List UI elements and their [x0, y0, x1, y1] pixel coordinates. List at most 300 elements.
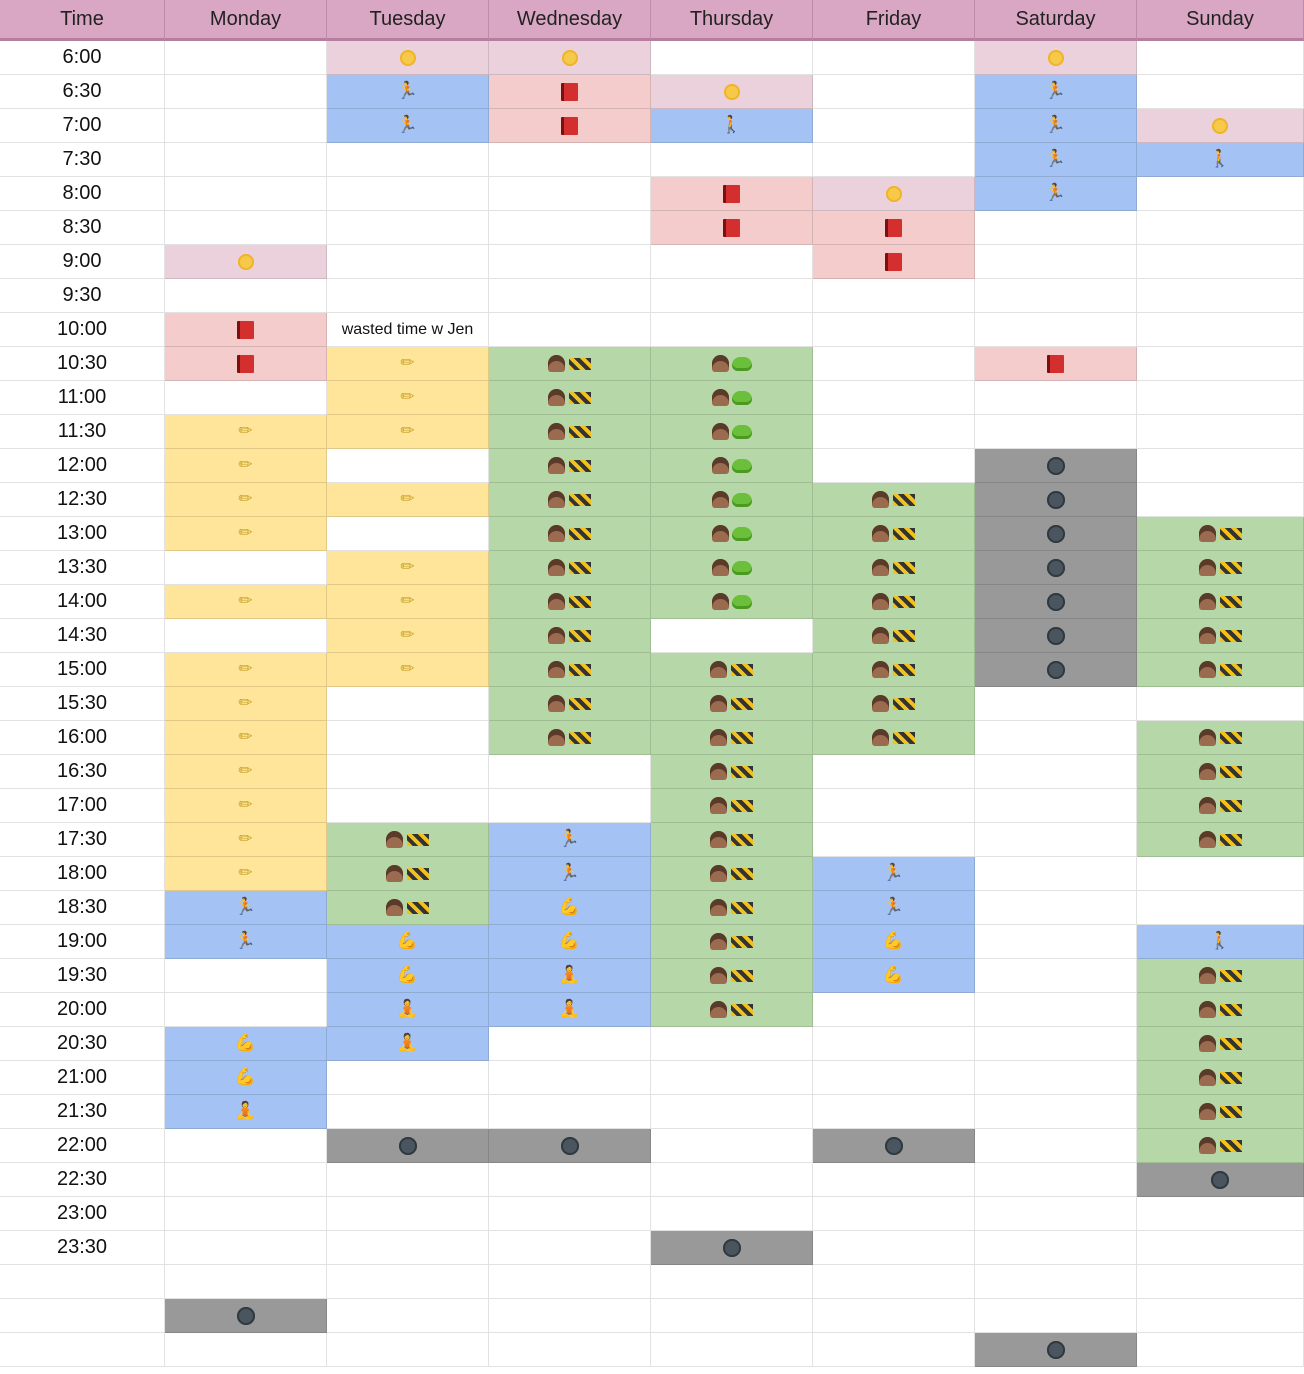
schedule-cell[interactable] [651, 1197, 813, 1231]
schedule-cell[interactable] [975, 755, 1137, 789]
time-cell[interactable]: 23:00 [0, 1197, 165, 1231]
time-cell[interactable]: 6:30 [0, 75, 165, 109]
schedule-cell[interactable] [327, 483, 489, 517]
schedule-cell[interactable] [327, 619, 489, 653]
schedule-cell[interactable] [651, 1095, 813, 1129]
column-header-thursday[interactable]: Thursday [651, 0, 813, 41]
column-header-friday[interactable]: Friday [813, 0, 975, 41]
schedule-cell[interactable] [489, 585, 651, 619]
schedule-cell[interactable] [651, 823, 813, 857]
schedule-cell[interactable] [651, 1265, 813, 1299]
schedule-cell[interactable] [651, 177, 813, 211]
schedule-cell[interactable] [165, 381, 327, 415]
schedule-cell[interactable] [651, 551, 813, 585]
schedule-cell[interactable] [975, 177, 1137, 211]
schedule-cell[interactable] [813, 687, 975, 721]
schedule-cell[interactable] [489, 279, 651, 313]
schedule-cell[interactable] [1137, 789, 1304, 823]
schedule-cell[interactable] [327, 313, 489, 347]
time-cell[interactable]: 7:00 [0, 109, 165, 143]
schedule-cell[interactable] [975, 449, 1137, 483]
schedule-cell[interactable] [813, 959, 975, 993]
schedule-cell[interactable] [489, 1163, 651, 1197]
schedule-cell[interactable] [651, 857, 813, 891]
schedule-cell[interactable] [975, 619, 1137, 653]
schedule-cell[interactable] [813, 347, 975, 381]
time-cell[interactable]: 10:30 [0, 347, 165, 381]
schedule-cell[interactable] [1137, 993, 1304, 1027]
schedule-cell[interactable] [489, 551, 651, 585]
schedule-cell[interactable] [1137, 1095, 1304, 1129]
schedule-cell[interactable] [975, 245, 1137, 279]
schedule-cell[interactable] [651, 1061, 813, 1095]
schedule-cell[interactable] [975, 823, 1137, 857]
schedule-cell[interactable] [489, 211, 651, 245]
schedule-cell[interactable] [165, 41, 327, 75]
schedule-cell[interactable] [975, 1095, 1137, 1129]
time-cell[interactable]: 14:30 [0, 619, 165, 653]
schedule-cell[interactable] [489, 41, 651, 75]
schedule-cell[interactable] [975, 1333, 1137, 1367]
schedule-cell[interactable] [975, 653, 1137, 687]
schedule-cell[interactable] [1137, 1265, 1304, 1299]
column-header-sunday[interactable]: Sunday [1137, 0, 1304, 41]
schedule-cell[interactable] [1137, 381, 1304, 415]
schedule-cell[interactable] [651, 891, 813, 925]
schedule-cell[interactable] [975, 1197, 1137, 1231]
schedule-cell[interactable] [489, 959, 651, 993]
schedule-cell[interactable] [489, 347, 651, 381]
schedule-cell[interactable] [651, 211, 813, 245]
schedule-cell[interactable] [813, 1095, 975, 1129]
schedule-cell[interactable] [165, 1333, 327, 1367]
schedule-cell[interactable] [1137, 755, 1304, 789]
schedule-cell[interactable] [489, 755, 651, 789]
time-cell[interactable]: 9:30 [0, 279, 165, 313]
schedule-cell[interactable] [813, 755, 975, 789]
time-cell[interactable] [0, 1265, 165, 1299]
schedule-cell[interactable] [327, 245, 489, 279]
schedule-cell[interactable] [489, 1095, 651, 1129]
schedule-cell[interactable] [489, 143, 651, 177]
schedule-cell[interactable] [489, 1061, 651, 1095]
schedule-cell[interactable] [327, 585, 489, 619]
schedule-cell[interactable] [165, 347, 327, 381]
schedule-cell[interactable] [165, 1299, 327, 1333]
schedule-cell[interactable] [327, 1333, 489, 1367]
schedule-cell[interactable] [651, 1129, 813, 1163]
schedule-cell[interactable] [813, 857, 975, 891]
schedule-cell[interactable] [327, 109, 489, 143]
column-header-tuesday[interactable]: Tuesday [327, 0, 489, 41]
schedule-cell[interactable] [651, 1333, 813, 1367]
schedule-cell[interactable] [327, 1027, 489, 1061]
schedule-cell[interactable] [975, 347, 1137, 381]
schedule-cell[interactable] [327, 891, 489, 925]
schedule-cell[interactable] [327, 1095, 489, 1129]
schedule-cell[interactable] [1137, 1027, 1304, 1061]
schedule-cell[interactable] [975, 1231, 1137, 1265]
time-cell[interactable]: 18:00 [0, 857, 165, 891]
time-cell[interactable]: 10:00 [0, 313, 165, 347]
schedule-cell[interactable] [813, 721, 975, 755]
schedule-cell[interactable] [813, 381, 975, 415]
schedule-cell[interactable] [165, 551, 327, 585]
schedule-cell[interactable] [489, 109, 651, 143]
schedule-cell[interactable] [489, 381, 651, 415]
schedule-cell[interactable] [327, 381, 489, 415]
time-cell[interactable]: 17:00 [0, 789, 165, 823]
schedule-cell[interactable] [813, 41, 975, 75]
schedule-cell[interactable] [651, 245, 813, 279]
schedule-cell[interactable] [813, 1197, 975, 1231]
schedule-cell[interactable] [975, 517, 1137, 551]
schedule-cell[interactable] [489, 177, 651, 211]
schedule-cell[interactable] [165, 143, 327, 177]
schedule-cell[interactable] [165, 789, 327, 823]
schedule-cell[interactable] [1137, 245, 1304, 279]
schedule-cell[interactable] [489, 1231, 651, 1265]
schedule-cell[interactable] [651, 585, 813, 619]
schedule-cell[interactable] [489, 687, 651, 721]
schedule-cell[interactable] [1137, 1333, 1304, 1367]
schedule-cell[interactable] [327, 347, 489, 381]
schedule-cell[interactable] [327, 449, 489, 483]
schedule-cell[interactable] [165, 1163, 327, 1197]
schedule-cell[interactable] [327, 517, 489, 551]
schedule-cell[interactable] [975, 483, 1137, 517]
schedule-cell[interactable] [327, 687, 489, 721]
time-cell[interactable]: 19:00 [0, 925, 165, 959]
schedule-cell[interactable] [813, 1231, 975, 1265]
schedule-cell[interactable] [813, 789, 975, 823]
schedule-cell[interactable] [813, 1061, 975, 1095]
schedule-cell[interactable] [165, 1265, 327, 1299]
schedule-cell[interactable] [1137, 41, 1304, 75]
schedule-cell[interactable] [327, 653, 489, 687]
schedule-cell[interactable] [165, 653, 327, 687]
schedule-cell[interactable] [165, 1231, 327, 1265]
schedule-cell[interactable] [813, 823, 975, 857]
schedule-cell[interactable] [975, 381, 1137, 415]
schedule-cell[interactable] [489, 823, 651, 857]
schedule-cell[interactable] [813, 279, 975, 313]
schedule-cell[interactable] [651, 415, 813, 449]
schedule-cell[interactable] [165, 517, 327, 551]
schedule-cell[interactable] [651, 313, 813, 347]
schedule-cell[interactable] [165, 721, 327, 755]
schedule-cell[interactable] [327, 993, 489, 1027]
schedule-cell[interactable] [489, 993, 651, 1027]
schedule-cell[interactable] [813, 1265, 975, 1299]
schedule-cell[interactable] [165, 279, 327, 313]
schedule-cell[interactable] [1137, 687, 1304, 721]
schedule-cell[interactable] [651, 449, 813, 483]
schedule-cell[interactable] [813, 1027, 975, 1061]
schedule-cell[interactable] [327, 1129, 489, 1163]
schedule-cell[interactable] [813, 245, 975, 279]
schedule-cell[interactable] [489, 1197, 651, 1231]
schedule-cell[interactable] [327, 75, 489, 109]
schedule-cell[interactable] [813, 313, 975, 347]
schedule-cell[interactable] [489, 653, 651, 687]
schedule-cell[interactable] [813, 653, 975, 687]
schedule-cell[interactable] [327, 415, 489, 449]
schedule-cell[interactable] [165, 1095, 327, 1129]
schedule-cell[interactable] [165, 75, 327, 109]
schedule-cell[interactable] [489, 1129, 651, 1163]
schedule-cell[interactable] [651, 109, 813, 143]
schedule-cell[interactable] [1137, 1231, 1304, 1265]
schedule-cell[interactable] [489, 517, 651, 551]
schedule-cell[interactable] [1137, 959, 1304, 993]
schedule-cell[interactable] [489, 925, 651, 959]
schedule-cell[interactable] [165, 449, 327, 483]
schedule-cell[interactable] [1137, 415, 1304, 449]
schedule-cell[interactable] [975, 925, 1137, 959]
schedule-cell[interactable] [975, 857, 1137, 891]
schedule-cell[interactable] [1137, 1299, 1304, 1333]
schedule-cell[interactable] [651, 1027, 813, 1061]
time-cell[interactable]: 14:00 [0, 585, 165, 619]
schedule-cell[interactable] [327, 1163, 489, 1197]
time-cell[interactable]: 22:30 [0, 1163, 165, 1197]
schedule-cell[interactable] [327, 857, 489, 891]
time-cell[interactable] [0, 1299, 165, 1333]
column-header-saturday[interactable]: Saturday [975, 0, 1137, 41]
time-cell[interactable]: 18:30 [0, 891, 165, 925]
schedule-cell[interactable] [489, 619, 651, 653]
schedule-cell[interactable] [813, 1129, 975, 1163]
schedule-cell[interactable] [813, 449, 975, 483]
schedule-cell[interactable] [489, 1027, 651, 1061]
schedule-cell[interactable] [489, 1299, 651, 1333]
schedule-cell[interactable] [165, 313, 327, 347]
schedule-cell[interactable] [813, 1333, 975, 1367]
schedule-cell[interactable] [1137, 585, 1304, 619]
schedule-cell[interactable] [165, 959, 327, 993]
schedule-cell[interactable] [1137, 1061, 1304, 1095]
schedule-cell[interactable] [489, 245, 651, 279]
schedule-cell[interactable] [165, 755, 327, 789]
schedule-cell[interactable] [327, 1061, 489, 1095]
schedule-cell[interactable] [975, 1265, 1137, 1299]
schedule-cell[interactable] [813, 211, 975, 245]
schedule-cell[interactable] [327, 959, 489, 993]
schedule-cell[interactable] [489, 75, 651, 109]
schedule-cell[interactable] [651, 381, 813, 415]
column-header-time[interactable]: Time [0, 0, 165, 41]
schedule-cell[interactable] [975, 721, 1137, 755]
time-cell[interactable]: 17:30 [0, 823, 165, 857]
schedule-cell[interactable] [975, 1299, 1137, 1333]
time-cell[interactable]: 8:30 [0, 211, 165, 245]
schedule-cell[interactable] [165, 585, 327, 619]
schedule-cell[interactable] [165, 925, 327, 959]
schedule-cell[interactable] [327, 925, 489, 959]
time-cell[interactable]: 11:30 [0, 415, 165, 449]
schedule-cell[interactable] [651, 721, 813, 755]
time-cell[interactable]: 23:30 [0, 1231, 165, 1265]
schedule-cell[interactable] [813, 1163, 975, 1197]
schedule-cell[interactable] [327, 177, 489, 211]
schedule-cell[interactable] [327, 1231, 489, 1265]
schedule-cell[interactable] [813, 619, 975, 653]
time-cell[interactable] [0, 1333, 165, 1367]
schedule-cell[interactable] [327, 211, 489, 245]
schedule-cell[interactable] [975, 109, 1137, 143]
time-cell[interactable]: 22:00 [0, 1129, 165, 1163]
schedule-cell[interactable] [165, 1197, 327, 1231]
schedule-cell[interactable] [813, 1299, 975, 1333]
schedule-cell[interactable] [489, 1265, 651, 1299]
schedule-cell[interactable] [651, 687, 813, 721]
schedule-cell[interactable] [975, 993, 1137, 1027]
schedule-cell[interactable] [1137, 177, 1304, 211]
schedule-cell[interactable] [1137, 143, 1304, 177]
schedule-cell[interactable] [327, 1299, 489, 1333]
schedule-cell[interactable] [813, 75, 975, 109]
schedule-cell[interactable] [651, 347, 813, 381]
schedule-cell[interactable] [1137, 653, 1304, 687]
schedule-cell[interactable] [651, 959, 813, 993]
schedule-cell[interactable] [651, 517, 813, 551]
schedule-cell[interactable] [489, 449, 651, 483]
time-cell[interactable]: 20:30 [0, 1027, 165, 1061]
schedule-cell[interactable] [1137, 551, 1304, 585]
schedule-cell[interactable] [651, 1163, 813, 1197]
schedule-cell[interactable] [1137, 721, 1304, 755]
schedule-cell[interactable] [975, 313, 1137, 347]
schedule-cell[interactable] [651, 75, 813, 109]
schedule-cell[interactable] [1137, 1163, 1304, 1197]
schedule-cell[interactable] [165, 245, 327, 279]
schedule-cell[interactable] [165, 211, 327, 245]
schedule-cell[interactable] [651, 653, 813, 687]
schedule-cell[interactable] [1137, 211, 1304, 245]
schedule-cell[interactable] [651, 755, 813, 789]
schedule-cell[interactable] [651, 619, 813, 653]
schedule-cell[interactable] [975, 143, 1137, 177]
schedule-cell[interactable] [813, 517, 975, 551]
schedule-cell[interactable] [1137, 449, 1304, 483]
schedule-cell[interactable] [165, 687, 327, 721]
schedule-cell[interactable] [813, 891, 975, 925]
schedule-cell[interactable] [651, 41, 813, 75]
schedule-cell[interactable] [165, 993, 327, 1027]
schedule-cell[interactable] [165, 109, 327, 143]
column-header-wednesday[interactable]: Wednesday [489, 0, 651, 41]
schedule-cell[interactable] [813, 143, 975, 177]
schedule-cell[interactable] [813, 177, 975, 211]
column-header-monday[interactable]: Monday [165, 0, 327, 41]
schedule-cell[interactable] [489, 891, 651, 925]
schedule-cell[interactable] [165, 857, 327, 891]
schedule-cell[interactable] [651, 143, 813, 177]
schedule-cell[interactable] [975, 585, 1137, 619]
schedule-cell[interactable] [489, 313, 651, 347]
schedule-cell[interactable] [165, 1027, 327, 1061]
schedule-cell[interactable] [813, 551, 975, 585]
schedule-cell[interactable] [1137, 1197, 1304, 1231]
schedule-cell[interactable] [813, 483, 975, 517]
time-cell[interactable]: 6:00 [0, 41, 165, 75]
schedule-cell[interactable] [975, 211, 1137, 245]
schedule-cell[interactable] [975, 279, 1137, 313]
time-cell[interactable]: 13:00 [0, 517, 165, 551]
schedule-cell[interactable] [1137, 313, 1304, 347]
schedule-cell[interactable] [975, 891, 1137, 925]
schedule-cell[interactable] [327, 41, 489, 75]
time-cell[interactable]: 8:00 [0, 177, 165, 211]
time-cell[interactable]: 15:00 [0, 653, 165, 687]
schedule-cell[interactable] [1137, 517, 1304, 551]
time-cell[interactable]: 11:00 [0, 381, 165, 415]
schedule-cell[interactable] [489, 1333, 651, 1367]
schedule-cell[interactable] [813, 415, 975, 449]
time-cell[interactable]: 20:00 [0, 993, 165, 1027]
schedule-cell[interactable] [813, 585, 975, 619]
schedule-cell[interactable] [975, 75, 1137, 109]
schedule-cell[interactable] [327, 755, 489, 789]
schedule-cell[interactable] [975, 1027, 1137, 1061]
schedule-cell[interactable] [651, 1299, 813, 1333]
schedule-cell[interactable] [975, 1129, 1137, 1163]
schedule-cell[interactable] [651, 483, 813, 517]
time-cell[interactable]: 21:30 [0, 1095, 165, 1129]
schedule-cell[interactable] [327, 1265, 489, 1299]
time-cell[interactable]: 16:30 [0, 755, 165, 789]
schedule-cell[interactable] [327, 143, 489, 177]
schedule-cell[interactable] [327, 789, 489, 823]
schedule-cell[interactable] [651, 279, 813, 313]
time-cell[interactable]: 12:00 [0, 449, 165, 483]
schedule-cell[interactable] [165, 619, 327, 653]
schedule-cell[interactable] [1137, 75, 1304, 109]
schedule-cell[interactable] [1137, 619, 1304, 653]
schedule-cell[interactable] [975, 1061, 1137, 1095]
time-cell[interactable]: 9:00 [0, 245, 165, 279]
schedule-cell[interactable] [975, 789, 1137, 823]
schedule-cell[interactable] [1137, 1129, 1304, 1163]
schedule-cell[interactable] [1137, 925, 1304, 959]
schedule-cell[interactable] [165, 1061, 327, 1095]
schedule-cell[interactable] [651, 789, 813, 823]
schedule-cell[interactable] [1137, 483, 1304, 517]
schedule-cell[interactable] [165, 891, 327, 925]
schedule-cell[interactable] [327, 279, 489, 313]
time-cell[interactable]: 16:00 [0, 721, 165, 755]
schedule-cell[interactable] [975, 551, 1137, 585]
schedule-cell[interactable] [1137, 823, 1304, 857]
schedule-cell[interactable] [651, 925, 813, 959]
schedule-cell[interactable] [489, 789, 651, 823]
schedule-cell[interactable] [165, 1129, 327, 1163]
schedule-cell[interactable] [327, 721, 489, 755]
schedule-cell[interactable] [489, 415, 651, 449]
schedule-cell[interactable] [489, 721, 651, 755]
schedule-cell[interactable] [165, 823, 327, 857]
time-cell[interactable]: 15:30 [0, 687, 165, 721]
schedule-cell[interactable] [975, 959, 1137, 993]
schedule-cell[interactable] [489, 483, 651, 517]
schedule-cell[interactable] [813, 993, 975, 1027]
schedule-cell[interactable] [165, 483, 327, 517]
schedule-cell[interactable] [327, 551, 489, 585]
schedule-cell[interactable] [1137, 347, 1304, 381]
time-cell[interactable]: 19:30 [0, 959, 165, 993]
time-cell[interactable]: 7:30 [0, 143, 165, 177]
